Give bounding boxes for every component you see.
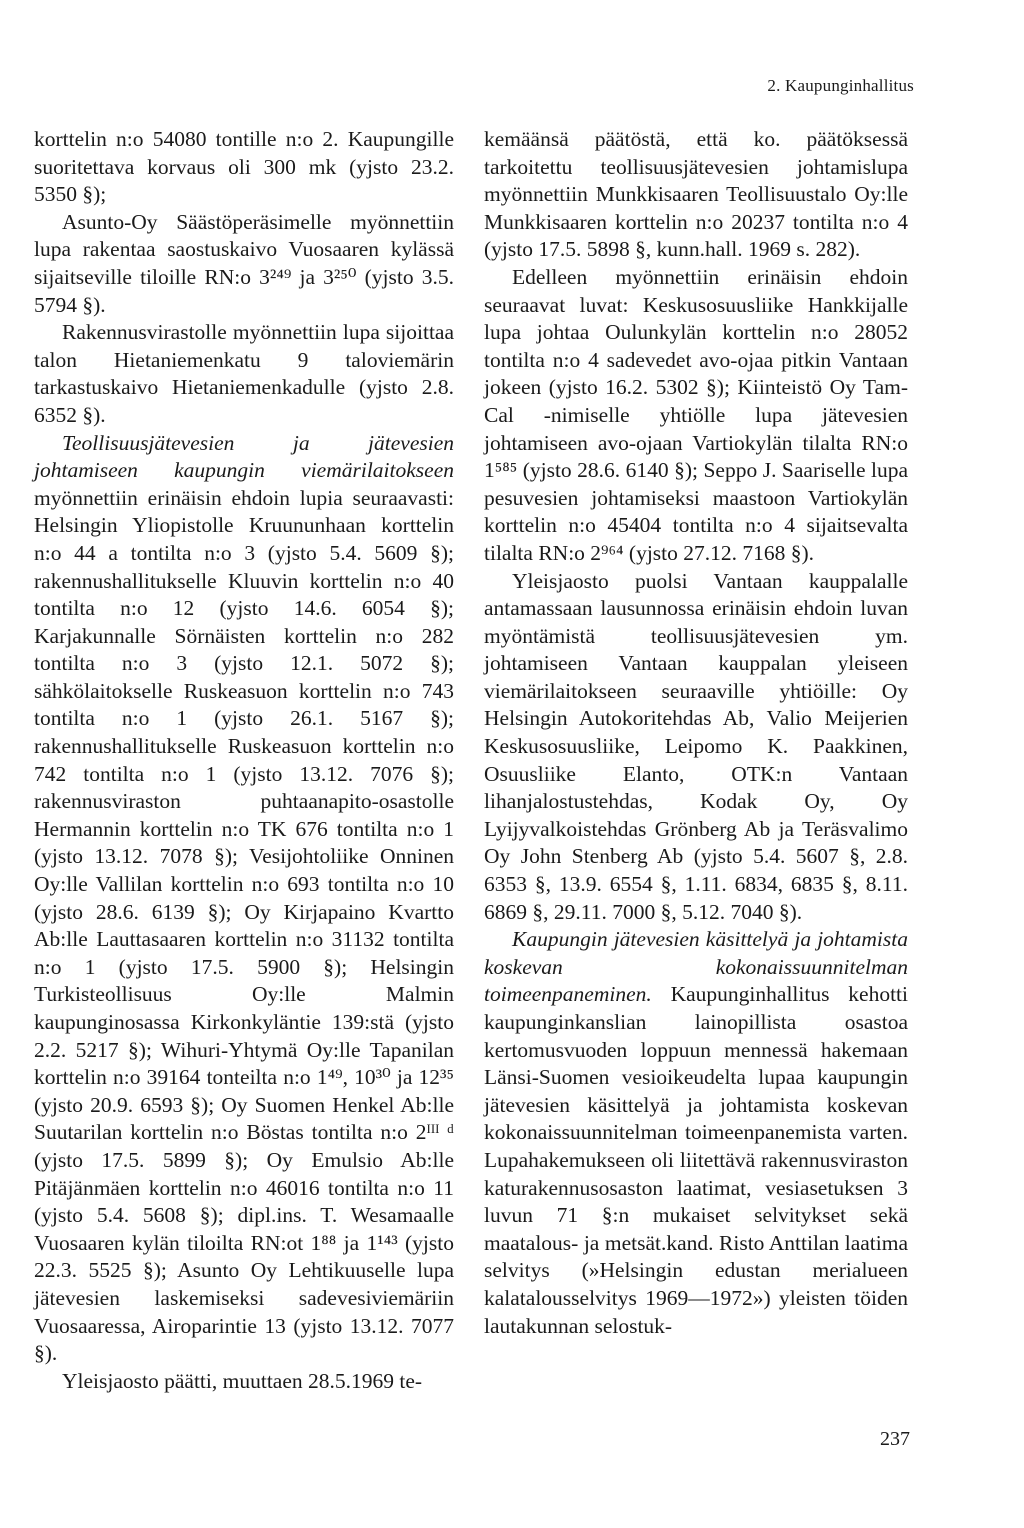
paragraph: Teollisuusjätevesien ja jätevesien johtamiseen kaupungin viemärilaitokseen myönnettiin erinäisin ehdoin lupia seuraavasti: Helsingin Yliopistolle Kruununhaan korttelin n:o 44 a tontilta n:o 3 (yjsto 5.4. 5609 §); rakennushallitukselle Kluuvin korttelin n:o 40 tontilta n:o 12 (yjsto 14.6. 6054 §); Karjakunnalle Sörnäisten korttelin n:o 282 tontilta n:o 3 (yjsto 12.1. 5072 §); sähkölaitokselle Ruskeasuon korttelin n:o 743 tontilta n:o 1 (yjsto 26.1. 5167 §); rakennushallitukselle Ruskeasuon korttelin n:o 742 tontilta n:o 1 (yjsto 13.12. 7076 §); rakennusviraston puhtaanapito-osastolle Hermannin korttelin n:o TK 676 tontilta n:o 1 (yjsto 13.12. 7078 §); Vesijohtoliike Onninen Oy:lle Vallilan korttelin n:o 693 tontilta n:o 10 (yjsto 28.6. 6139 §); Oy Kirjapaino Kvartto Ab:lle Lauttasaaren korttelin n:o 31132 tontilta n:o 1 (yjsto 17.5. 5900 §); Helsingin Turkisteollisuus Oy:lle Malmin kaupunginosassa Kirkonkyläntie 139:stä (yjsto 2.2. 5217 §); Wihuri-Yhtymä Oy:lle Tapanilan korttelin n:o 39164 tonteilta n:o 1⁴⁹, 10³⁰ ja 12³⁵ (yjsto 20.9. 6593 §); Oy Suomen Henkel Ab:lle Suutarilan korttelin n:o Böstas tontilta n:o 2ᴵᴵᴵ ᵈ (yjsto 17.5. 5899 §); Oy Emulsio Ab:lle Pitäjänmäen korttelin n:o 46016 tontilta n:o 11 (yjsto 5.4. 5608 §); dipl.ins. T. Wesamaalle Vuosaaren kylän tiloilta RN:ot 1⁸⁸ ja 1¹⁴³ (yjsto 22.3. 5525 §); Asunto Oy Lehtikuuselle lupa jätevesien laskemiseksi sadevesiviemäriin Vuosaaressa, Airoparintie 13 (yjsto 13.12. 7077 §).: [34, 430, 454, 1366]
paragraph: Asunto-Oy Säästöperäsimelle myönnettiin lupa rakentaa saostuskaivo Vuosaaren kylässä sijaitseville tiloille RN:o 3²⁴⁹ ja 3²⁵⁰ (yjsto 3.5. 5794 §).: [34, 209, 454, 317]
left-column: [34, 126, 454, 1395]
section-heading-italic: Kaupungin jätevesien käsittelyä ja johtamista koskevan kokonaissuunnitelman toimeenpaneminen.: [484, 927, 908, 1007]
paragraph: kemäänsä päätöstä, että ko. päätöksessä tarkoitettu teollisuusjätevesien johtamislupa myönnettiin Munkkisaaren Teollisuustalo Oy:lle Munkkisaaren korttelin n:o 20237 tontilta n:o 4 (yjsto 17.5. 5898 §, kunn.hall. 1969 s. 282).: [484, 127, 908, 262]
paragraph: Kaupungin jätevesien käsittelyä ja johtamista koskevan kokonaissuunnitelman toimeenpaneminen. Kaupunginhallitus kehotti kaupunginkanslian lainopillista osastoa kertomusvuoden loppuun mennessä hakemaan Länsi-Suomen vesioikeudelta lupaa kaupungin jätevesien käsittelyä ja johtamista koskevan kokonaissuunnitelman toimeenpanemista varten. Lupahakemukseen oli liitettävä rakennusviraston katurakennusosaston laatimat, vesiasetuksen 3 luvun 71 §:n mukaiset selvitykset sekä maatalous- ja metsät.kand. Risto Anttilan laatima selvitys (»Helsingin edustan merialueen kalatalousselvitys 1969—1972») yleisten töiden lautakunnan selostuk-: [484, 927, 908, 1338]
section-heading-italic: Teollisuusjätevesien ja jätevesien johtamiseen kaupungin viemärilaitokseen: [34, 430, 454, 483]
right-column: [484, 126, 908, 1340]
paragraph: korttelin n:o 54080 tontille n:o 2. Kaupungille suoritettava korvaus oli 300 mk (yjsto 23.2. 5350 §);: [34, 127, 454, 207]
paragraph: Yleisjaosto puolsi Vantaan kauppalalle antamassaan lausunnossa erinäisin ehdoin luvan myöntämistä teollisuusjätevesien ym. johtamiseen Vantaan kauppalan yleiseen viemärilaitokseen seuraaville yhtiöille: Oy Helsingin Autokoritehdas Ab, Valio Meijerien Keskusosuusliike, Leipomo K. Paakkinen, Osuusliike Elanto, OTK:n Vantaan lihanjalostustehdas, Kodak Oy, Oy Lyijyvalkoistehdas Grönberg Ab ja Teräsvalimo Oy John Stenberg Ab (yjsto 5.4. 5607 §, 2.8. 6353 §, 13.9. 6554 §, 1.11. 6834, 6835 §, 8.11. 6869 §, 29.11. 7000 §, 5.12. 7040 §).: [484, 568, 908, 924]
paragraph: Edelleen myönnettiin erinäisin ehdoin seuraavat luvat: Keskusosuusliike Hankkijalle lupa johtaa Oulunkylän korttelin n:o 28052 tontilta n:o 4 sadevedet avo-ojaa pitkin Vantaan jokeen (yjsto 16.2. 5302 §); Kiinteistö Oy Tam-Cal -nimiselle yhtiölle lupa jätevesien johtamiseen avo-ojaan Vartiokylän tilalta RN:o 1⁵⁸⁵ (yjsto 28.6. 6140 §); Seppo J. Saariselle lupa pesuvesien johtamiseksi maastoon Vartiokylän korttelin n:o 45404 tontilta n:o 4 sijaitsevalta tilalta RN:o 2⁹⁶⁴ (yjsto 27.12. 7168 §).: [484, 264, 908, 565]
paragraph: Rakennusvirastolle myönnettiin lupa sijoittaa talon Hietaniemenkatu 9 taloviemärin tarkastuskaivo Hietaniemenkadulle (yjsto 2.8. 6352 §).: [34, 320, 454, 427]
paragraph: Yleisjaosto päätti, muuttaen 28.5.1969 te-: [62, 1368, 423, 1393]
running-header: 2. Kaupunginhallitus: [767, 76, 914, 95]
page-number: 237: [880, 1428, 910, 1450]
